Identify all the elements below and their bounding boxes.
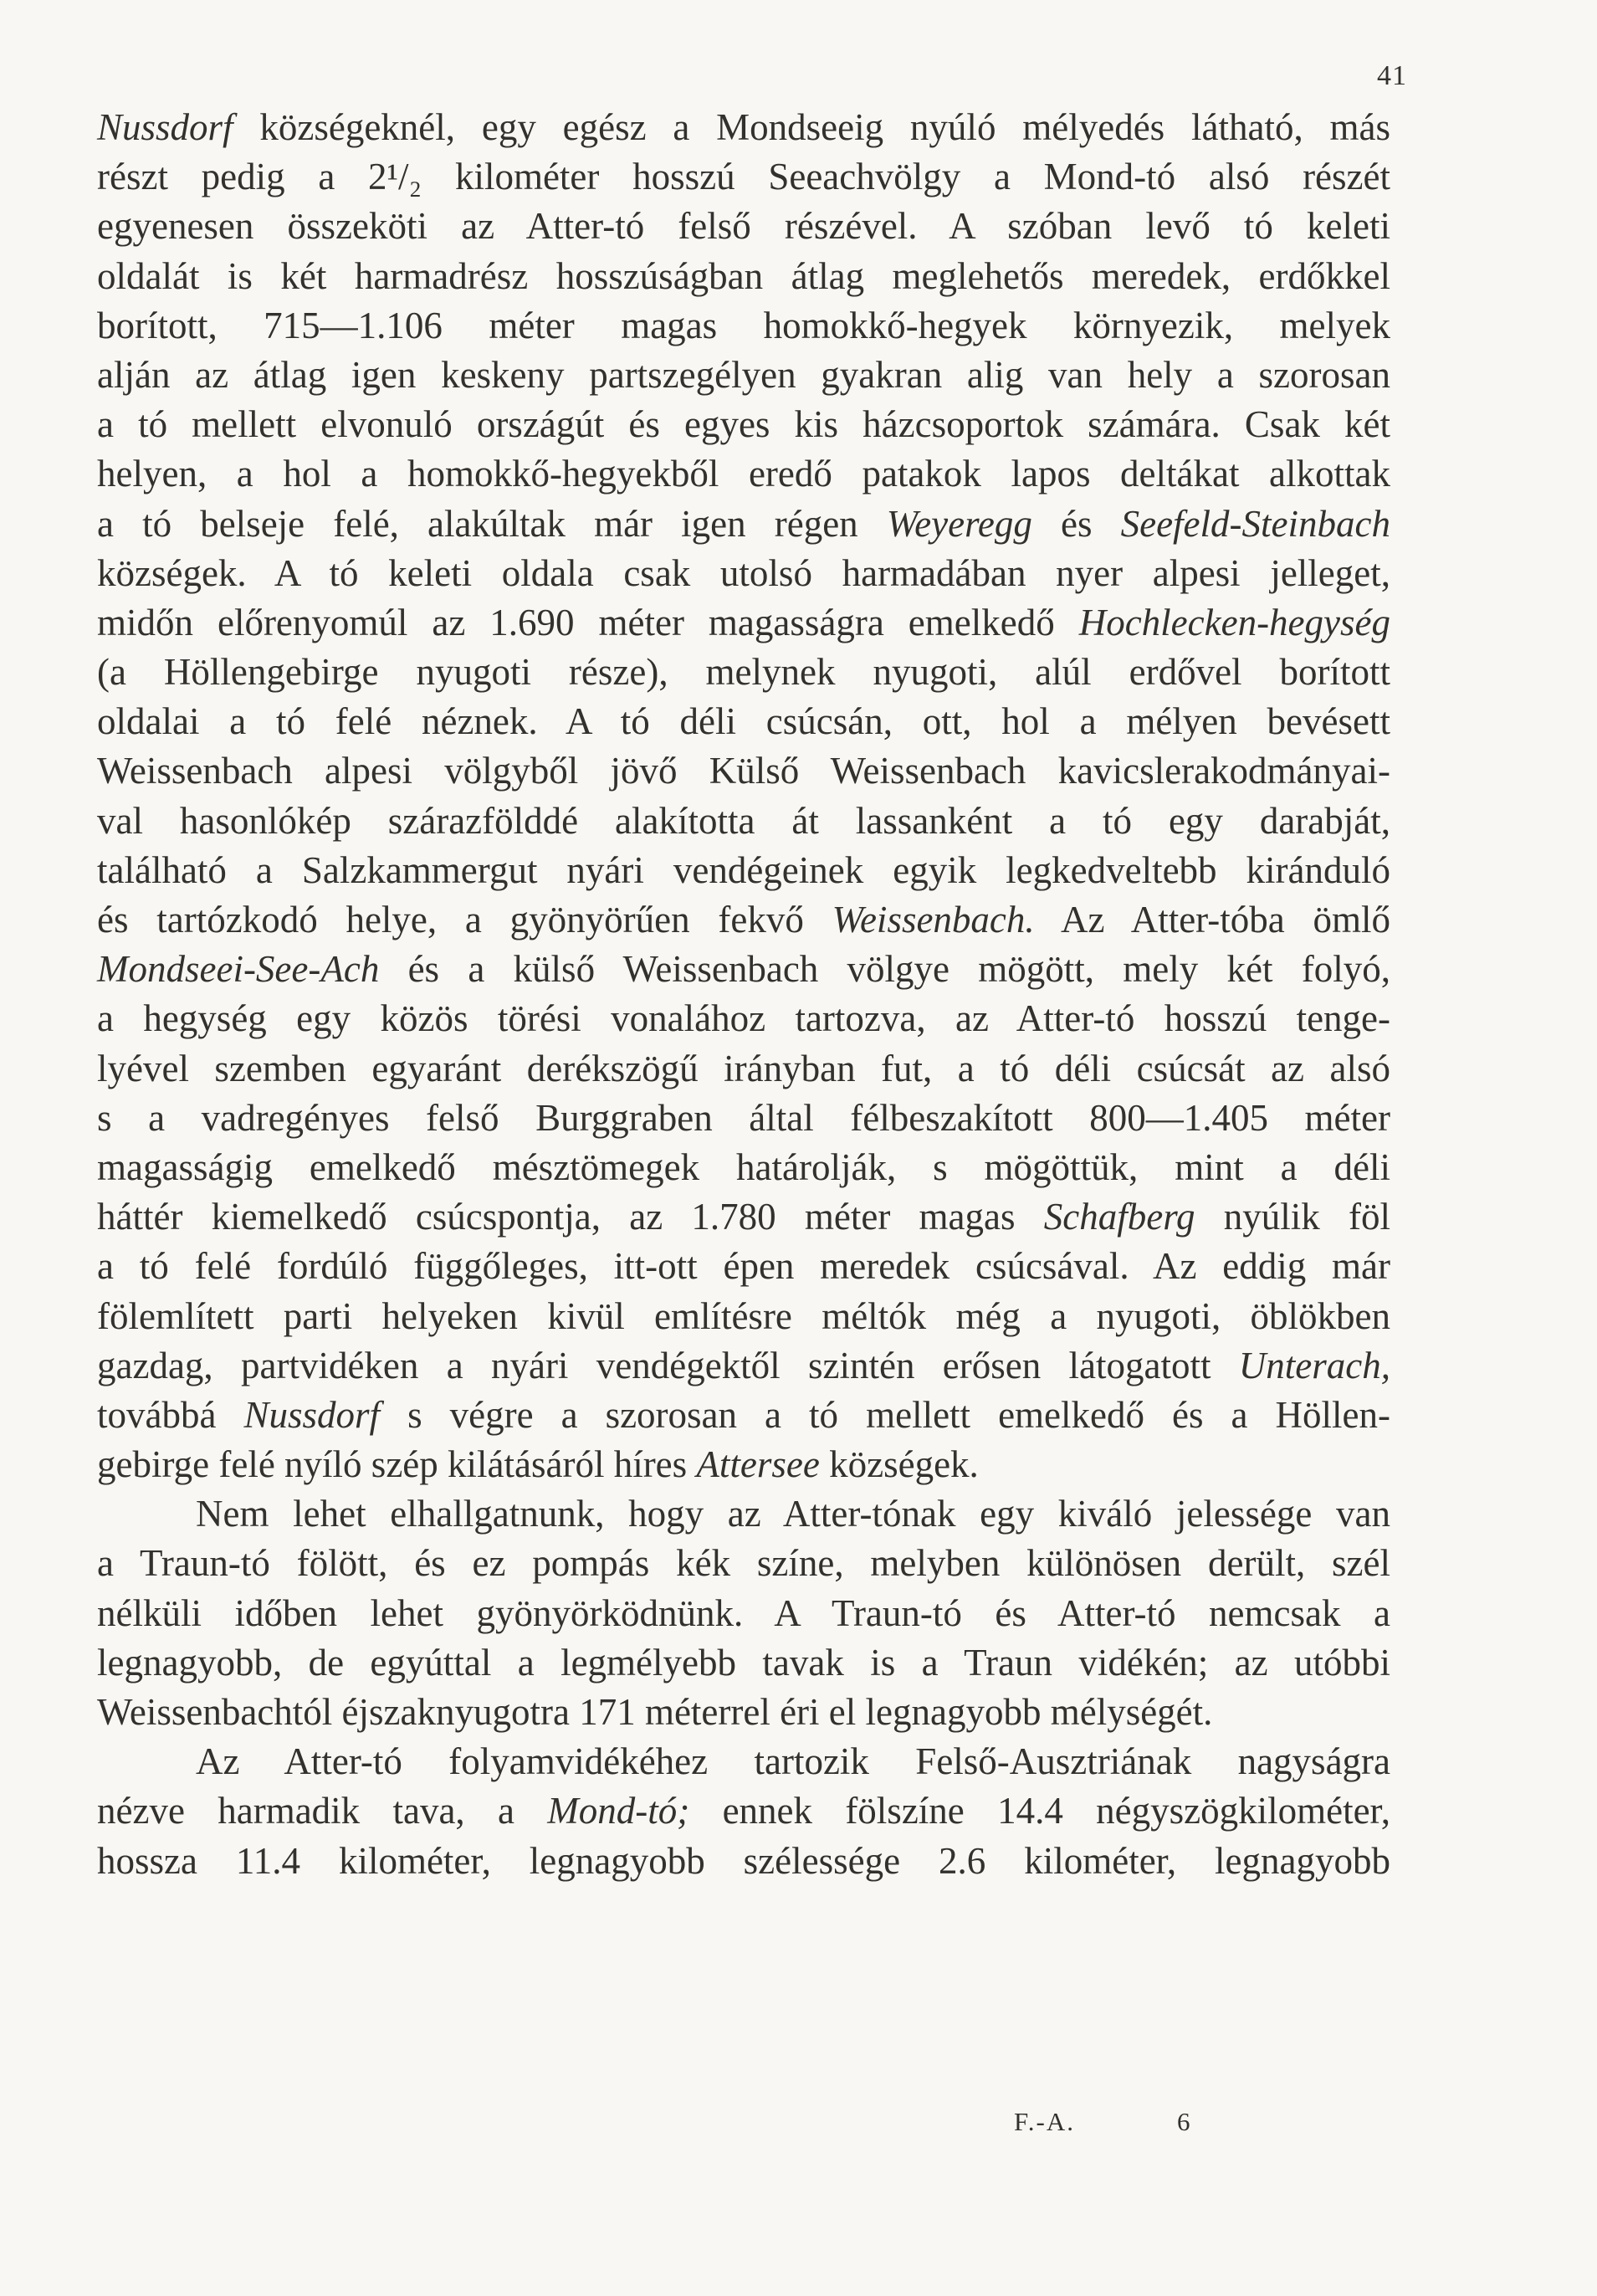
italic-place-name: Weyeregg: [886, 502, 1032, 545]
text-line: [97, 301, 1390, 351]
text-segment: Az Atter-tóba ömlő: [1034, 899, 1390, 940]
text-segment: lyével szemben egyaránt derékszögű irányban fut, a tó déli csúcsát az alsó: [97, 1047, 1390, 1089]
sheet-number: 6: [1177, 2107, 1190, 2136]
text-segment: alján az átlag igen keskeny partszegélyen gyakran alig van hely a szorosan: [97, 353, 1390, 396]
text-line: [97, 152, 1390, 202]
text-segment: községek.: [819, 1443, 979, 1486]
body-text: [97, 103, 1390, 1886]
text-line: [97, 500, 1390, 549]
text-segment: községeknél, egy egész a Mondseeig nyúló mélyedés látható, más: [233, 106, 1390, 148]
text-segment: és a külső Weissenbach völgye mögött, mely két folyó,: [379, 948, 1390, 991]
text-segment: Nem lehet elhallgatnunk, hogy az Atter-tónak egy kiváló jelessége van: [196, 1493, 1390, 1535]
text-line: [97, 1737, 1390, 1786]
text-segment: s a vadregényes felső Burggraben által félbeszakított 800—1.405 méter: [97, 1096, 1390, 1139]
text-line: [97, 252, 1390, 301]
text-line: [97, 1242, 1390, 1291]
italic-place-name: Schafberg: [1043, 1196, 1195, 1238]
text-line: [97, 1837, 1390, 1886]
text-segment: a Traun-tó fölött, és ez pompás kék színe, melyben különösen derült, szél: [97, 1542, 1390, 1585]
text-segment: nélküli időben lehet gyönyörködnünk. A Traun-tó és Atter-tó nemcsak a: [97, 1591, 1390, 1634]
text-segment: fölemlített parti helyeken kivül említésre méltók még a nyugoti, öblökben: [97, 1294, 1390, 1337]
text-segment: nyúlik föl: [1195, 1196, 1390, 1238]
text-segment: a tó mellett elvonuló országút és egyes kis házcsoportok számára. Csak két: [97, 403, 1390, 446]
text-segment: és: [1031, 502, 1121, 545]
text-line: [97, 1143, 1390, 1192]
text-segment: községek. A tó keleti oldala csak utolsó harmadában nyer alpesi jelleget,: [97, 551, 1390, 594]
text-segment: borított, 715—1.106 méter magas homokkő-hegyek környezik, melyek: [97, 304, 1390, 346]
text-line: [97, 549, 1390, 598]
text-segment: oldalát is két harmadrész hosszúságban átlag meglehetős meredek, erdőkkel: [97, 254, 1390, 297]
text-line: [97, 1489, 1390, 1539]
text-segment: részt pedig a 2¹/₂ kilométer hosszú Seeachvölgy a Mond-tó alsó részét: [97, 156, 1390, 198]
italic-place-name: Nussdorf: [97, 106, 233, 148]
text-segment: Weissenbachtól éjszaknyugotra 171 méterrel éri el legnagyobb mélységét.: [97, 1691, 1213, 1733]
text-line: [97, 1341, 1390, 1391]
text-line: [97, 1440, 1390, 1489]
text-line: [97, 1539, 1390, 1588]
text-segment: Weissenbach alpesi völgyből jövő Külső Weissenbach kavicslerakodmányai-: [97, 750, 1390, 792]
italic-place-name: Mondseei-See-Ach: [97, 948, 380, 991]
text-segment: a tó felé fordúló függőleges, itt-ott épen meredek csúcsával. Az eddig már: [97, 1245, 1390, 1288]
italic-place-name: Nussdorf: [243, 1393, 381, 1436]
page-number: 41: [1377, 60, 1407, 91]
text-line: [97, 1044, 1390, 1094]
text-line: [97, 1786, 1390, 1836]
text-segment: nézve harmadik tava, a: [97, 1790, 548, 1832]
text-segment: s végre a szorosan a tó mellett emelkedő és a Höllen-: [380, 1393, 1390, 1436]
text-line: [97, 1638, 1390, 1688]
text-segment: val hasonlókép szárazfölddé alakította át lassanként a tó egy darabját,: [97, 799, 1390, 842]
italic-place-name: Mond-tó;: [547, 1790, 690, 1832]
text-line: [97, 895, 1390, 945]
italic-place-name: Hochlecken-hegység: [1078, 601, 1390, 643]
text-line: [97, 1688, 1390, 1737]
text-line: [97, 1292, 1390, 1341]
text-line: [97, 797, 1390, 846]
text-segment: továbbá: [97, 1393, 244, 1436]
text-line: [97, 400, 1390, 449]
text-segment: háttér kiemelkedő csúcspontja, az 1.780 méter magas: [97, 1196, 1044, 1238]
text-line: [97, 846, 1390, 895]
text-line: [97, 449, 1390, 499]
text-line: [97, 1391, 1390, 1440]
text-line: [97, 1192, 1390, 1242]
text-segment: magasságig emelkedő mésztömegek határolják, s mögöttük, mint a déli: [97, 1145, 1390, 1188]
printer-signature: F.-A.: [1014, 2107, 1075, 2136]
text-segment: helyen, a hol a homokkő-hegyekből eredő patakok lapos deltákat alkottak: [97, 453, 1390, 495]
text-segment: midőn előrenyomúl az 1.690 méter magasságra emelkedő: [97, 601, 1079, 643]
text-line: [97, 1094, 1390, 1143]
text-segment: ennek fölszíne 14.4 négyszögkilométer,: [689, 1790, 1390, 1832]
text-line: [97, 648, 1390, 697]
text-segment: található a Salzkammergut nyári vendégeinek egyik legkedveltebb kiránduló: [97, 848, 1390, 891]
text-segment: hossza 11.4 kilométer, legnagyobb szélessége 2.6 kilométer, legnagyobb: [97, 1839, 1390, 1882]
text-line: [97, 697, 1390, 746]
text-segment: legnagyobb, de egyúttal a legmélyebb tavak is a Traun vidékén; az utóbbi: [97, 1641, 1390, 1684]
text-line: [97, 945, 1390, 994]
text-line: [97, 202, 1390, 251]
italic-place-name: Unterach,: [1238, 1344, 1390, 1386]
italic-place-name: Attersee: [696, 1443, 820, 1486]
text-segment: és tartózkodó helye, a gyönyörűen fekvő: [97, 899, 832, 940]
text-line: [97, 746, 1390, 796]
text-segment: (a Höllengebirge nyugoti része), melynek nyugoti, alúl erdővel borított: [97, 651, 1390, 694]
text-segment: gazdag, partvidéken a nyári vendégektől szintén erősen látogatott: [97, 1344, 1239, 1386]
text-segment: a tó belseje felé, alakúltak már igen régen: [97, 502, 887, 545]
text-line: [97, 351, 1390, 400]
text-line: [97, 994, 1390, 1043]
text-line: [97, 598, 1390, 648]
text-segment: oldalai a tó felé néznek. A tó déli csúcsán, ott, hol a mélyen bevésett: [97, 700, 1390, 743]
text-line: [97, 103, 1390, 152]
text-segment: Az Atter-tó folyamvidékéhez tartozik Felső-Ausztriának nagyságra: [196, 1740, 1390, 1783]
text-line: [97, 1589, 1390, 1638]
text-segment: a hegység egy közös törési vonalához tartozva, az Atter-tó hosszú tenge-: [97, 997, 1390, 1040]
italic-place-name: Weissenbach.: [832, 899, 1035, 940]
text-segment: egyenesen összeköti az Atter-tó felső részével. A szóban levő tó keleti: [97, 205, 1390, 248]
italic-place-name: Seefeld-Steinbach: [1120, 502, 1390, 545]
text-segment: gebirge felé nyíló szép kilátásáról híres: [97, 1443, 697, 1486]
